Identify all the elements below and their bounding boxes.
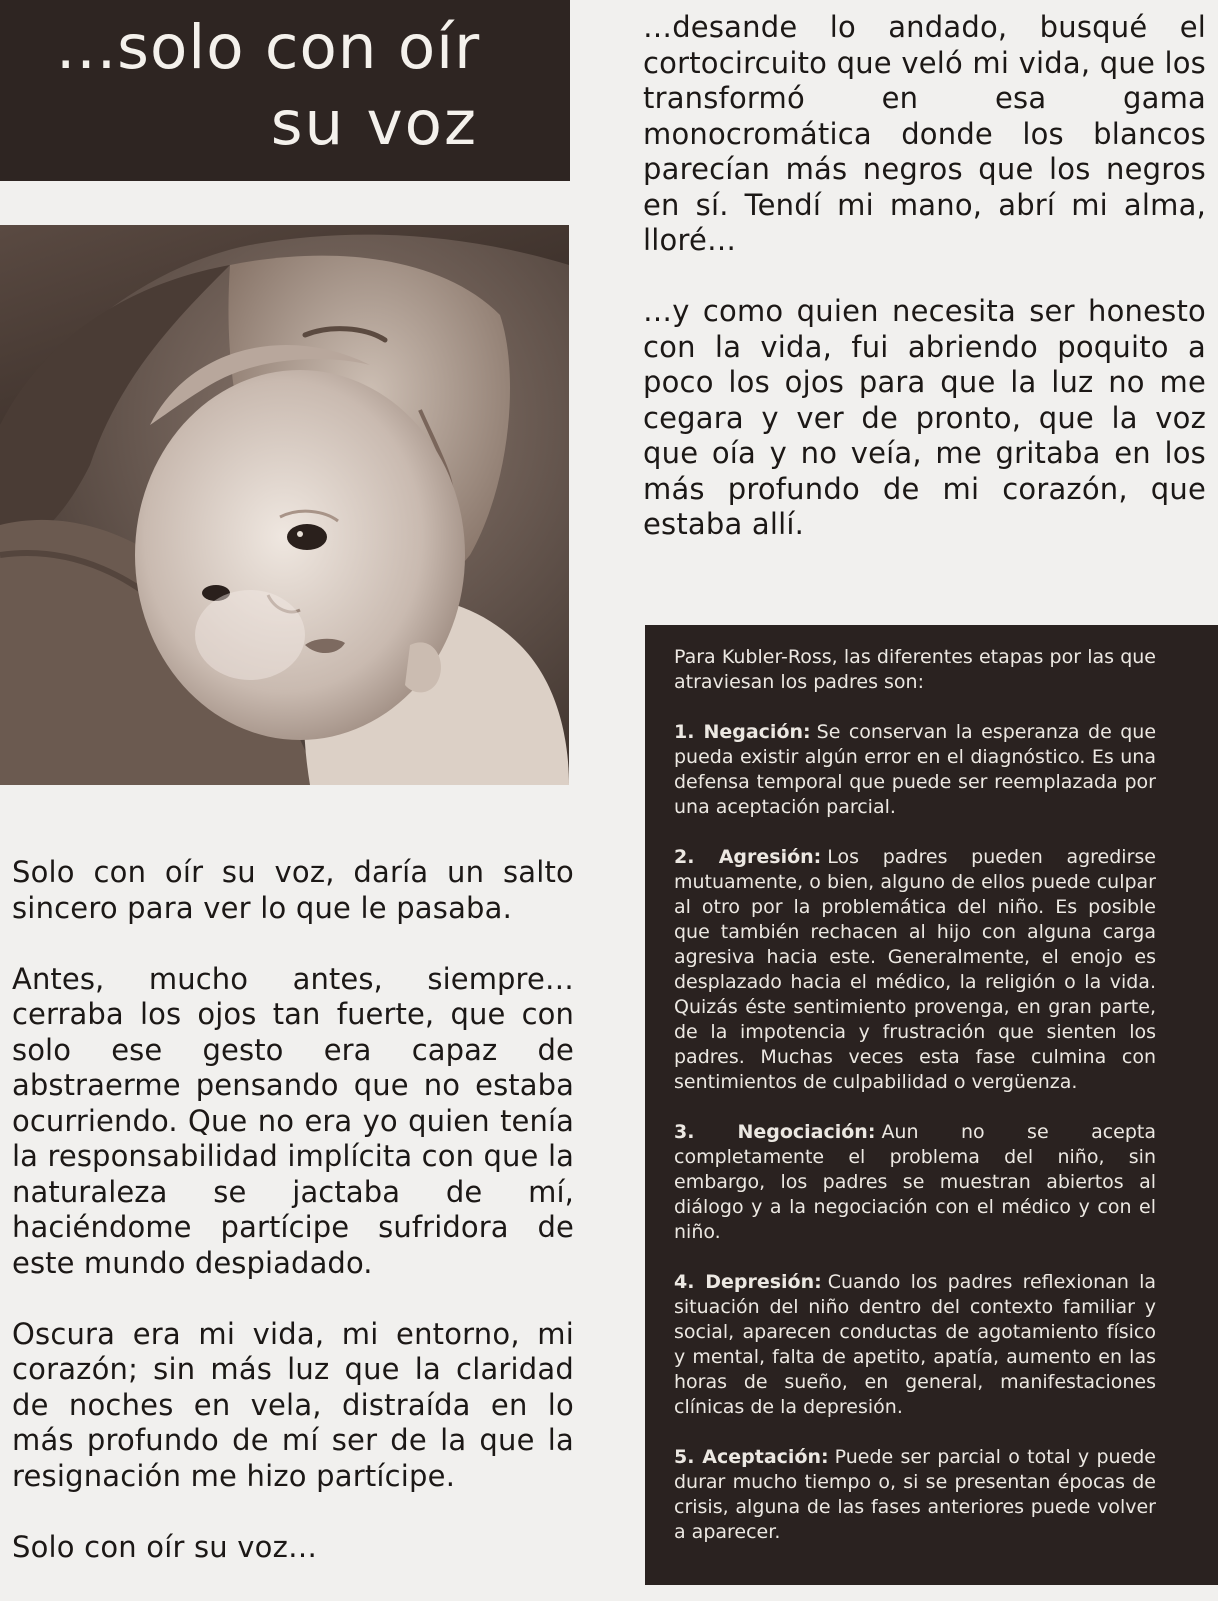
left-column-text: [12, 855, 574, 1601]
stages-intro: Para Kubler-Ross, las diferentes etapas por las que atraviesan los padres son:: [674, 646, 1156, 693]
stage-text: Los padres pueden agredirse mutuamente, o bien, alguno de ellos puede culpar al otro por la problemática del niño. Es posible que también rechacen al hijo con alguna carga agresiva hacia este. Generalmente, el enojo es desplazado hacia el médico, la religión o la vida. Quizás éste sentimiento provenga, en gran parte, de la impotencia y frustración que sienten los padres. Muchas veces esta fase culmina con sentimientos de culpabilidad o vergüenza.: [674, 846, 1156, 1093]
stage-item: [674, 845, 1156, 1095]
stage-label: 1. Negación:: [674, 721, 811, 743]
left-paragraph-2: Antes, mucho antes, siempre…cerraba los ojos tan fuerte, que con solo ese gesto era capaz de abstraerme pensando que no estaba ocurriendo. Que no era yo quien tenía la responsabilidad implícita con que la naturaleza se jactaba de mí, haciéndome partícipe sufridora de este mundo despiadado.: [12, 961, 574, 1280]
stage-item: [674, 1270, 1156, 1420]
right-paragraph-1: …desande lo andado, busqué el cortocircuito que veló mi vida, que los transformó en esa gama monocromática donde los blancos parecían más negros que los negros en sí. Tendí mi mano, abrí mi alma, lloré…: [643, 10, 1206, 257]
stage-text: Cuando los padres reflexionan la situación del niño dentro del contexto familiar y social, aparecen conductas de agotamiento físico y mental, falta de apetito, apatía, aumento en las horas de sueño, en general, manifestaciones clínicas de la depresión.: [674, 1271, 1156, 1418]
left-paragraph-4: Solo con oír su voz…: [12, 1529, 318, 1564]
stage-label: 3. Negociación:: [674, 1121, 876, 1143]
right-paragraph-2: …y como quien necesita ser honesto con la vida, fui abriendo poquito a poco los ojos para que la luz no me cegara y ver de pronto, que la voz que oía y no veía, me gritaba en los más profundo de mi corazón, que estaba allí.: [643, 294, 1206, 541]
stage-item: [674, 1120, 1156, 1245]
stage-item: [674, 720, 1156, 820]
left-paragraph-3: Oscura era mi vida, mi entorno, mi corazón; sin más luz que la claridad de noches en vela, distraída en lo más profundo de mí ser de la que la resignación me hizo partícipe.: [12, 1316, 574, 1493]
stage-text: Puede ser parcial o total y puede durar mucho tiempo o, si se presentan épocas de crisis, alguna de las fases anteriores puede volver a aparecer.: [674, 1446, 1156, 1543]
title-line-1: ...solo con oír: [56, 12, 481, 83]
stage-label: 4. Depresión:: [674, 1271, 822, 1293]
stage-item: [674, 1445, 1156, 1545]
stage-label: 2. Agresión:: [674, 846, 822, 868]
stage-label: 5. Aceptación:: [674, 1446, 829, 1468]
kubler-ross-stages-box: [645, 625, 1218, 1585]
stage-text: Aun no se acepta completamente el problema del niño, sin embargo, los padres se muestran abiertos al diálogo y a la negociación con el médico y con el niño.: [674, 1121, 1156, 1243]
left-paragraph-1: Solo con oír su voz, daría un salto sincero para ver lo que le pasaba.: [12, 855, 574, 925]
title-line-2: su voz: [270, 88, 478, 159]
stage-text: Se conservan la esperanza de que pueda existir algún error en el diagnóstico. Es una defensa temporal que puede ser reemplazada por una aceptación parcial.: [674, 721, 1157, 818]
mother-and-baby-photo: [0, 225, 569, 785]
title-banner: [0, 0, 570, 181]
right-column-text: [643, 10, 1206, 578]
